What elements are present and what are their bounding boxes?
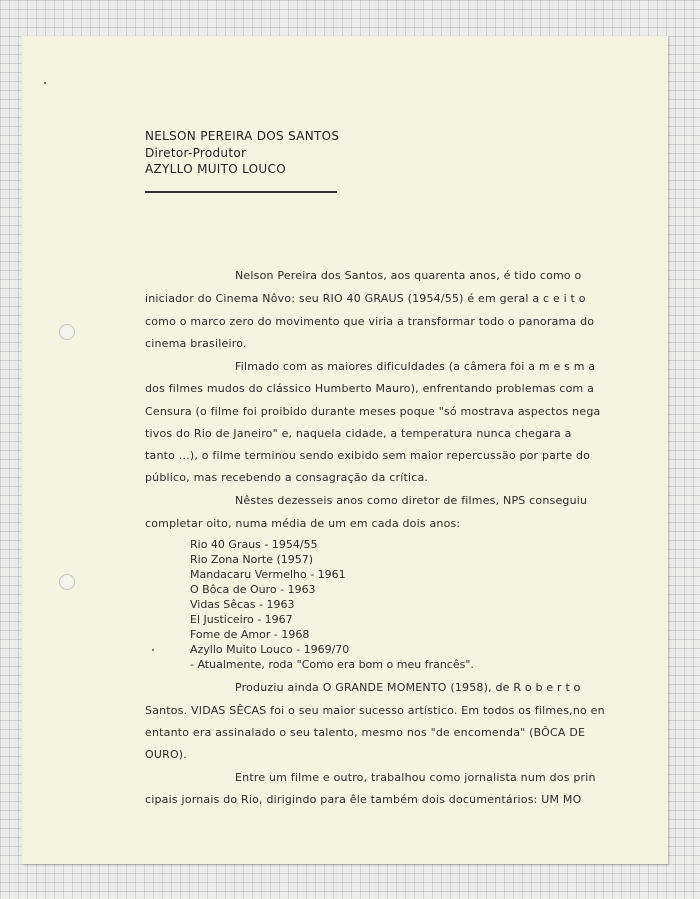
paragraph-line: Santos. VIDAS SÊCAS foi o seu maior sucesso artístico. Em todos os filmes,no en	[145, 704, 605, 717]
paragraph-line: cipais jornais do Rio, dirigindo para êle também dois documentários: UM MO	[145, 793, 582, 806]
paragraph-line: OURO).	[145, 748, 187, 761]
paragraph-line: tivos do Rio de Janeiro" e, naquela cidade, a temperatura nunca chegara a	[145, 427, 572, 440]
paragraph-line: Nelson Pereira dos Santos, aos quarenta anos, é tido como o	[235, 269, 582, 282]
punch-hole-bottom	[59, 574, 75, 590]
paragraph-line: Nêstes dezesseis anos como diretor de filmes, NPS conseguiu	[235, 494, 588, 507]
film-list-item: Fome de Amor - 1968	[190, 628, 310, 641]
film-list-item: El Justiceiro - 1967	[190, 613, 293, 626]
paragraph-line: dos filmes mudos do clássico Humberto Mauro), enfrentando problemas com a	[145, 382, 595, 395]
paragraph-line: completar oito, numa média de um em cada dois anos:	[145, 517, 461, 530]
paragraph-line: Entre um filme e outro, trabalhou como jornalista num dos prin	[235, 771, 596, 784]
film-list-item: Mandacaru Vermelho - 1961	[190, 568, 346, 581]
paragraph-line: entanto era assinalado o seu talento, mesmo nos "de encomenda" (BÔCA DE	[145, 726, 586, 739]
film-list-item: - Atualmente, roda "Como era bom o meu francês".	[190, 658, 474, 671]
paragraph-line: Censura (o filme foi proibido durante meses poque "só mostrava aspectos nega	[145, 405, 601, 418]
header-rule	[145, 191, 337, 193]
film-list-item: O Bôca de Ouro - 1963	[190, 583, 316, 596]
film-list-item: Azyllo Muito Louco - 1969/70	[190, 643, 350, 656]
paragraph-line: iniciador do Cinema Nôvo: seu RIO 40 GRAUS (1954/55) é em geral a c e i t o	[145, 292, 586, 305]
author-role: Diretor-Produtor	[145, 146, 247, 160]
paragraph-line: como o marco zero do movimento que viria a transformar todo o panorama do	[145, 315, 595, 328]
paragraph-line: tanto ...), o filme terminou sendo exibido sem maior repercussão por parte do	[145, 449, 591, 462]
film-list-item: Vidas Sêcas - 1963	[190, 598, 295, 611]
speck	[152, 649, 154, 651]
paragraph-line: Produziu ainda O GRANDE MOMENTO (1958), de R o b e r t o	[235, 681, 581, 694]
paragraph-line: cinema brasileiro.	[145, 337, 247, 350]
film-list-item: Rio 40 Graus - 1954/55	[190, 538, 318, 551]
film-title: AZYLLO MUITO LOUCO	[145, 162, 286, 176]
punch-hole-top	[59, 324, 75, 340]
paragraph-line: público, mas recebendo a consagração da crítica.	[145, 471, 429, 484]
speck	[44, 82, 46, 84]
film-list-item: Rio Zona Norte (1957)	[190, 553, 314, 566]
author-name: NELSON PEREIRA DOS SANTOS	[145, 129, 340, 143]
document-page	[22, 36, 668, 864]
paragraph-line: Filmado com as maiores dificuldades (a câmera foi a m e s m a	[235, 360, 596, 373]
